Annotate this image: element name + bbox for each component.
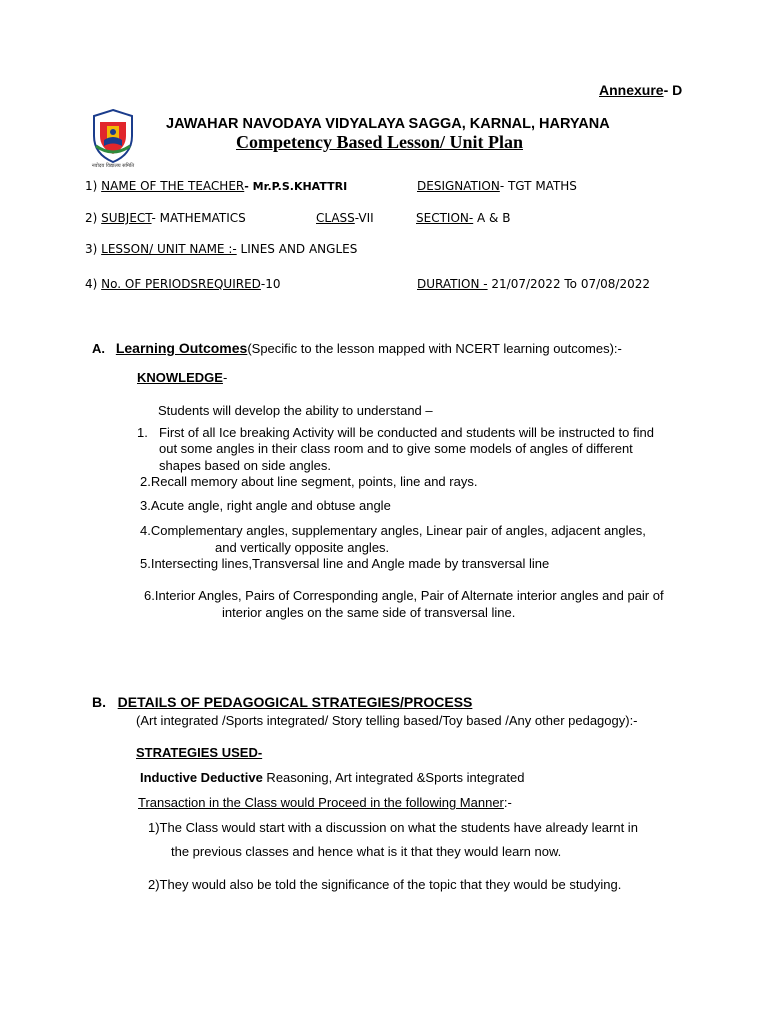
transaction-heading: Transaction in the Class would Proceed in the following Manner:-	[138, 795, 512, 810]
step-1-line-1: 1)The Class would start with a discussion on what the students have already learnt in	[148, 820, 638, 835]
outcome-item-1-line-3: shapes based on side angles.	[159, 458, 332, 473]
field-section: SECTION- A & B	[416, 211, 511, 225]
strategies-label: STRATEGIES USED-	[136, 745, 263, 760]
field-lesson: 3) LESSON/ UNIT NAME :- LINES AND ANGLES	[85, 242, 358, 256]
field-class: CLASS-VII	[316, 211, 374, 225]
knowledge-intro: Students will develop the ability to understand –	[158, 403, 433, 418]
outcome-item-6-line-2: interior angles on the same side of transversal line.	[222, 605, 516, 620]
outcome-item-3: 3.Acute angle, right angle and obtuse angle	[140, 498, 391, 513]
step-2: 2)They would also be told the significance of the topic that they would be studying.	[148, 877, 622, 892]
outcome-item-4-line-1: 4.Complementary angles, supplementary angles, Linear pair of angles, adjacent angles,	[140, 523, 646, 538]
section-b-heading: B. DETAILS OF PEDAGOGICAL STRATEGIES/PROCESS	[92, 694, 473, 710]
knowledge-label: KNOWLEDGE-	[137, 370, 228, 385]
field-periods: 4) No. OF PERIODSREQUIRED-10	[85, 277, 281, 291]
outcome-item-6-line-1: 6.Interior Angles, Pairs of Corresponding angle, Pair of Alternate interior angles and pair of	[144, 588, 664, 603]
field-teacher: 1) NAME OF THE TEACHER- Mr.P.S.KHATTRI	[85, 179, 348, 193]
outcome-item-4-line-2: and vertically opposite angles.	[215, 540, 390, 555]
strategies-text: Inductive Deductive Reasoning, Art integrated &Sports integrated	[140, 770, 525, 785]
section-a-heading: A. Learning Outcomes(Specific to the lesson mapped with NCERT learning outcomes):-	[92, 340, 622, 356]
outcome-item-2: 2.Recall memory about line segment, points, line and rays.	[140, 474, 478, 489]
field-subject: 2) SUBJECT- MATHEMATICS	[85, 211, 246, 225]
logo-text: नवोदय विद्यालय समिति	[91, 163, 135, 168]
field-duration: DURATION - 21/07/2022 To 07/08/2022	[417, 277, 650, 291]
page-title: Competency Based Lesson/ Unit Plan	[236, 132, 524, 152]
outcome-item-1-line-2: out some angles in their class room and to give some models of angles of different	[159, 441, 633, 456]
jnv-logo	[88, 106, 138, 168]
school-name: JAWAHAR NAVODAYA VIDYALAYA SAGGA, KARNAL, HARYANA	[166, 116, 610, 132]
section-b-note: (Art integrated /Sports integrated/ Story telling based/Toy based /Any other pedagogy):-	[136, 713, 638, 728]
outcome-item-1-line-1: First of all Ice breaking Activity will be conducted and students will be instructed to find	[159, 425, 654, 440]
field-designation: DESIGNATION- TGT MATHS	[417, 179, 577, 193]
annexure-label: Annexure- D	[599, 82, 683, 98]
step-1-line-2: the previous classes and hence what is it that they would learn now.	[171, 844, 562, 859]
outcome-item-1-num: 1.	[137, 425, 148, 440]
outcome-item-5: 5.Intersecting lines,Transversal line and Angle made by transversal line	[140, 556, 550, 571]
